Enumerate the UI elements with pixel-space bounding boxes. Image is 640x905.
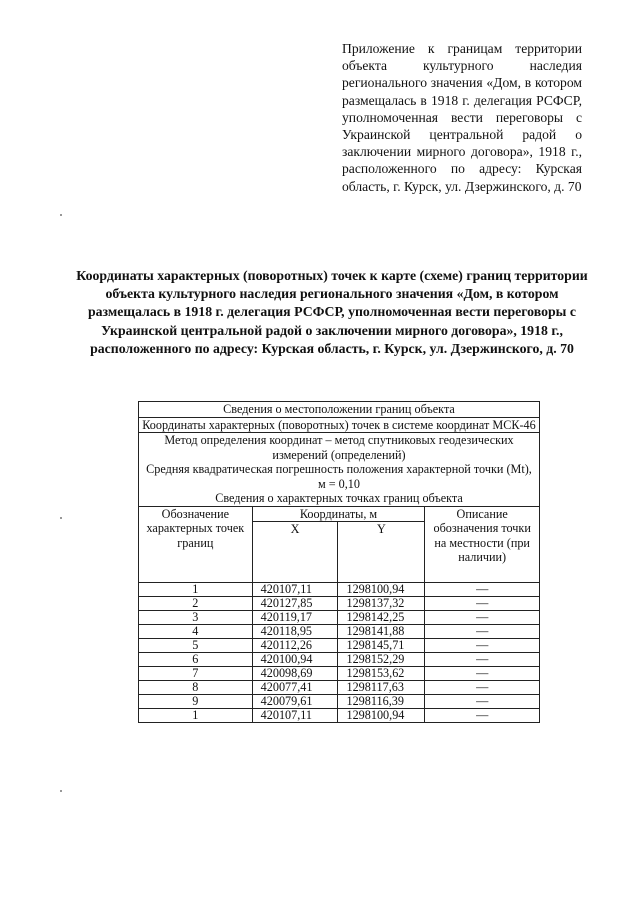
scan-speck <box>60 214 62 216</box>
accuracy-text: Средняя квадратическая погрешность положения характерной точки (Mt), м = 0,10 <box>146 462 532 491</box>
description-cell: — <box>425 583 540 597</box>
description-cell: — <box>425 695 540 709</box>
x-cell: 420118,95 <box>252 625 338 639</box>
point-cell: 4 <box>139 625 253 639</box>
x-cell: 420079,61 <box>252 695 338 709</box>
description-cell: — <box>425 639 540 653</box>
x-cell: 420127,85 <box>252 597 338 611</box>
description-column-header: Описание обозначения точки на местности (при наличии) <box>425 506 540 583</box>
y-cell: 1298145,71 <box>338 639 425 653</box>
description-cell: — <box>425 709 540 723</box>
x-cell: 420107,11 <box>252 583 338 597</box>
point-cell: 8 <box>139 681 253 695</box>
appendix-note: Приложение к границам территории объекта культурного наследия регионального значения «Дом, в котором размещалась в 1918 г. делегация РСФСР, уполномоченная вести переговоры с Украинской центральной радой о заключении мирного договора», 1918 г., расположенного по адресу: Курская область, г. Курск, ул. Дзержинского, д. 70 <box>342 41 582 194</box>
table-row <box>139 695 540 709</box>
x-cell: 420100,94 <box>252 653 338 667</box>
y-cell: 1298137,32 <box>338 597 425 611</box>
point-cell: 1 <box>139 709 253 723</box>
table-row <box>139 611 540 625</box>
x-cell: 420077,41 <box>252 681 338 695</box>
description-cell: — <box>425 653 540 667</box>
table-row <box>139 653 540 667</box>
location-header: Сведения о местоположении границ объекта <box>139 402 540 418</box>
point-cell: 9 <box>139 695 253 709</box>
y-cell: 1298116,39 <box>338 695 425 709</box>
y-cell: 1298152,29 <box>338 653 425 667</box>
table-row <box>139 639 540 653</box>
scan-speck <box>60 790 62 792</box>
y-cell: 1298100,94 <box>338 709 425 723</box>
coordinates-column-header: Координаты, м <box>252 506 425 522</box>
description-cell: — <box>425 667 540 681</box>
description-cell: — <box>425 625 540 639</box>
point-cell: 3 <box>139 611 253 625</box>
point-cell: 7 <box>139 667 253 681</box>
x-column-header: X <box>252 522 338 583</box>
points-header: Сведения о характерных точках границ объекта <box>215 491 463 505</box>
coord-system-header: Координаты характерных (поворотных) точек в системе координат МСК-46 <box>139 417 540 433</box>
method-cell <box>139 433 540 507</box>
coordinates-table <box>138 401 540 723</box>
x-cell: 420112,26 <box>252 639 338 653</box>
point-cell: 6 <box>139 653 253 667</box>
designation-column-header: Обозначение характерных точек границ <box>139 506 253 583</box>
description-cell: — <box>425 597 540 611</box>
point-cell: 5 <box>139 639 253 653</box>
table-row <box>139 709 540 723</box>
table-row <box>139 681 540 695</box>
y-cell: 1298141,88 <box>338 625 425 639</box>
y-cell: 1298142,25 <box>338 611 425 625</box>
y-cell: 1298117,63 <box>338 681 425 695</box>
document-title: Координаты характерных (поворотных) точек к карте (схеме) границ территории объекта культурного наследия регионального значения «Дом, в котором размещалась в 1918 г. делегация РСФСР, уполномоченная вести переговоры с Украинской центральной радой о заключении мирного договора», 1918 г., расположенного по адресу: Курская область, г. Курск, ул. Дзержинского, д. 70 <box>76 268 588 356</box>
table-row <box>139 583 540 597</box>
table-row <box>139 597 540 611</box>
point-cell: 2 <box>139 597 253 611</box>
table-row <box>139 667 540 681</box>
scan-speck <box>60 517 62 519</box>
y-cell: 1298100,94 <box>338 583 425 597</box>
x-cell: 420119,17 <box>252 611 338 625</box>
description-cell: — <box>425 611 540 625</box>
x-cell: 420098,69 <box>252 667 338 681</box>
y-cell: 1298153,62 <box>338 667 425 681</box>
table-row <box>139 625 540 639</box>
method-text: Метод определения координат – метод спутниковых геодезических измерений (определений) <box>164 433 514 462</box>
description-cell: — <box>425 681 540 695</box>
x-cell: 420107,11 <box>252 709 338 723</box>
point-cell: 1 <box>139 583 253 597</box>
y-column-header: Y <box>338 522 425 583</box>
